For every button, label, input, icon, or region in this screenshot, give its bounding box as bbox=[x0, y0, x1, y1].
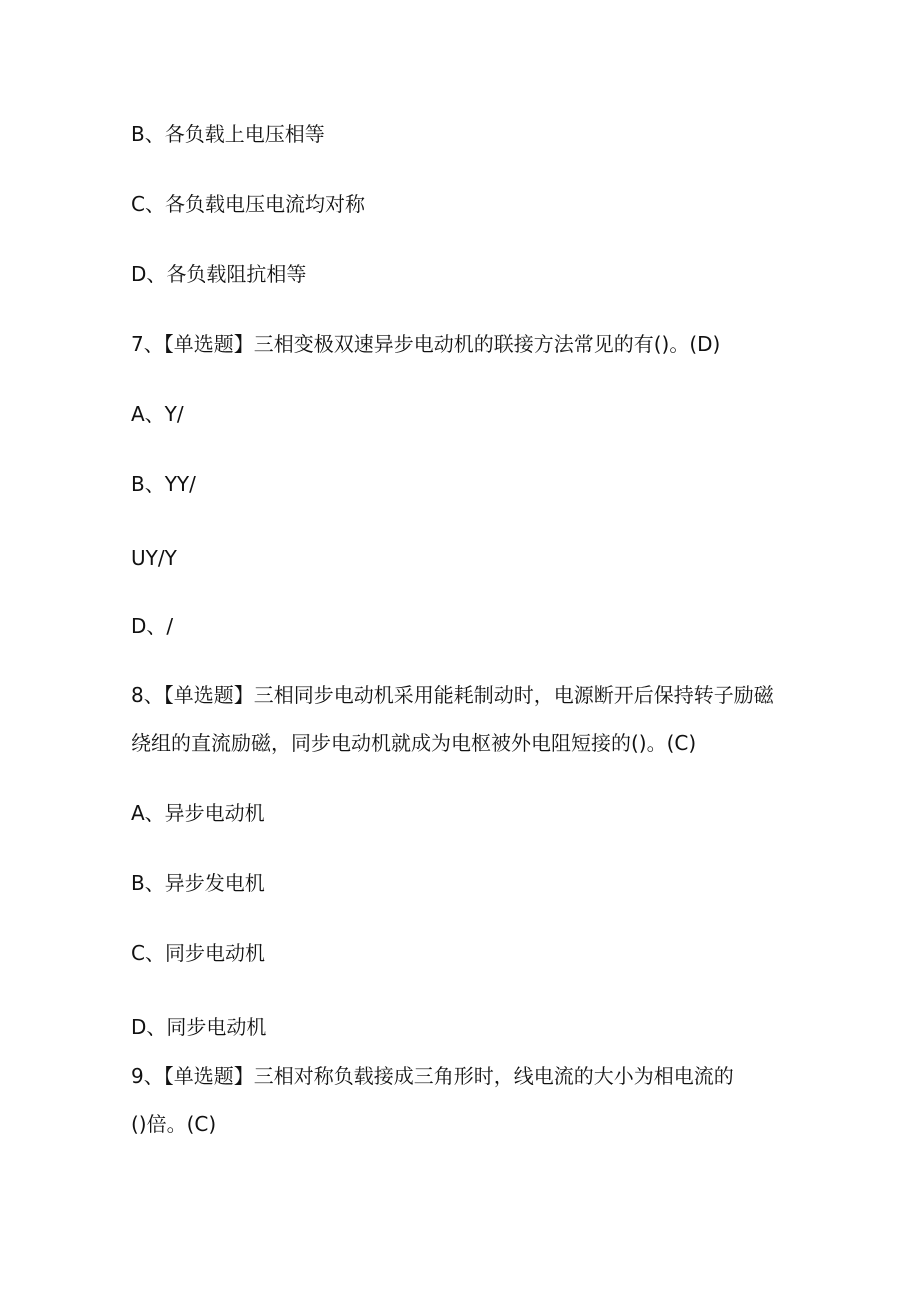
q8-option-b: B、异步发电机 bbox=[131, 871, 265, 895]
q8-option-c: C、同步电动机 bbox=[131, 941, 265, 965]
q7-option-a: A、Y/ bbox=[131, 402, 184, 426]
q7-option-c: UY/Y bbox=[131, 546, 177, 570]
q8-question-line-2: 绕组的直流励磁，同步电动机就成为电枢被外电阻短接的()。(C) bbox=[131, 731, 697, 755]
q9-question-line-2: ()倍。(C) bbox=[131, 1112, 217, 1136]
q7-option-d: D、/ bbox=[131, 614, 174, 638]
q8-option-a: A、异步电动机 bbox=[131, 801, 265, 825]
q9-question-line-1: 9、【单选题】三相对称负载接成三角形时，线电流的大小为相电流的 bbox=[131, 1064, 734, 1088]
q7-option-b: B、YY/ bbox=[131, 472, 196, 496]
q8-option-d: D、同步电动机 bbox=[131, 1015, 267, 1039]
q7-question: 7、【单选题】三相变极双速异步电动机的联接方法常见的有()。(D) bbox=[131, 332, 721, 356]
q6-option-b: B、各负载上电压相等 bbox=[131, 122, 325, 146]
q8-question-line-1: 8、【单选题】三相同步电动机采用能耗制动时，电源断开后保持转子励磁 bbox=[131, 683, 774, 707]
q6-option-c: C、各负载电压电流均对称 bbox=[131, 192, 365, 216]
q6-option-d: D、各负载阻抗相等 bbox=[131, 262, 307, 286]
